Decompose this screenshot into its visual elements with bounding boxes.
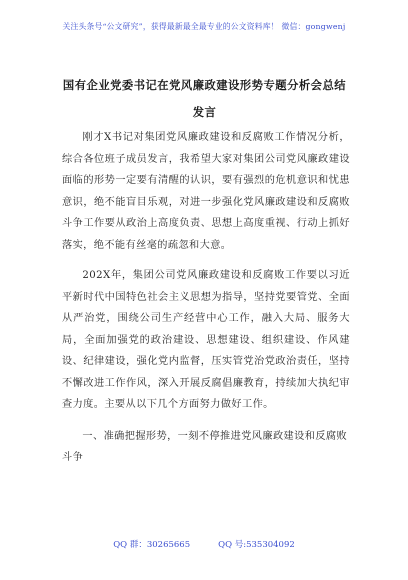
header-promo-text: 关注头条号“公文研究”，获得最新最全最专业的公文资料库！ 微信：gongwenj [62,22,346,31]
document-title: 国有企业党委书记在党风廉政建设形势专题分析会总结发言 [62,78,347,119]
section-heading-1: 一、准确把握形势，一刻不停推进党风廉政建设和反腐败斗争 [62,430,348,463]
document-body [62,127,350,469]
paragraph-2: 202X年，集团公司党风廉政建设和反腐败工作要以习近平新时代中国特色社会主义思想为指导，坚持党要管党、全面从严治党，围绕公司生产经营中心工作，融入大局、服务大局，全面加强党的政治建设、思想建设、组织建设、作风建设、纪律建设，强化党内监督，压实管党治党政治责任，坚持不懈改进工作作风，深入开展反腐倡廉教育，持续加大执纪审查力度。主要从以下几个方面努力做好工作。 [62,270,350,410]
footer-qq-group: QQ 群：30265665 [113,540,191,550]
paragraph-1: 刚才X书记对集团党风廉政建设和反腐败工作情况分析，综合各位班子成员发言，我希望大家对集团公司党风廉政建设面临的形势一定要有清醒的认识，要有强烈的危机意识和忧患意识，绝不能盲目乐观，对进一步强化党风廉政建设和反腐败斗争工作要从政治上高度负责、思想上高度重视、行动上抓好落实，绝不能有丝毫的疏忽和大意。 [62,132,350,251]
footer-qq-number: QQ 号:535304092 [218,540,295,550]
footer-contact [0,538,408,550]
